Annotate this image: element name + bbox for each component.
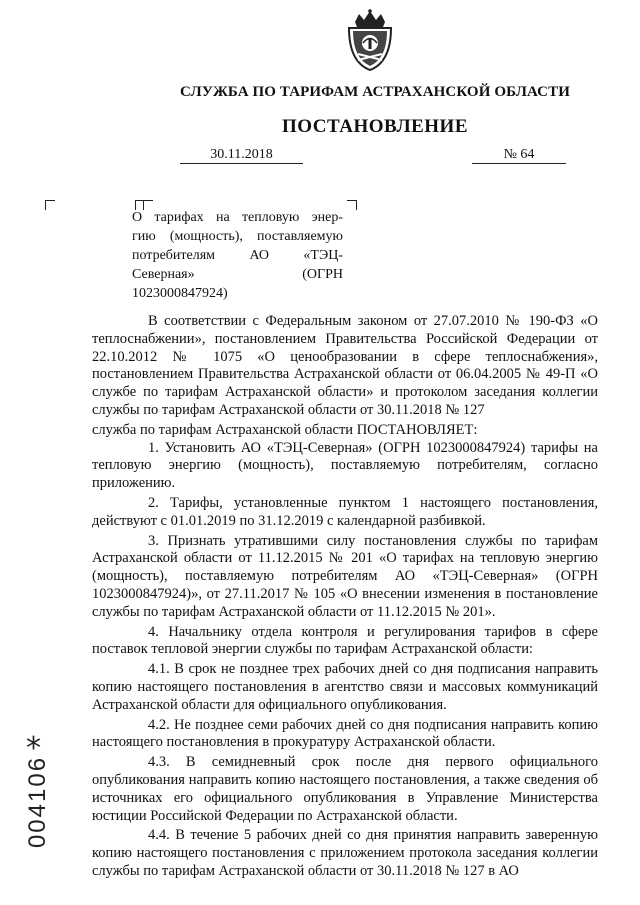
clause-4-2: 4.2. Не позднее семи рабочих дней со дня подписания направить копию настоящего постановления в прокуратуру Астраханской области. bbox=[92, 716, 598, 751]
agency-name: СЛУЖБА ПО ТАРИФАМ АСТРАХАНСКОЙ ОБЛАСТИ bbox=[180, 84, 570, 100]
document-number: № 64 bbox=[472, 147, 566, 164]
coat-of-arms-icon bbox=[343, 8, 397, 74]
clause-4-4: 4.4. В течение 5 рабочих дней со дня принятия направить заверенную копию настоящего постановления с приложением протокола заседания коллегии службы по тарифам Астраханской области от 30.11.2018 № 127 в АО bbox=[92, 827, 598, 879]
corner-mark bbox=[347, 200, 357, 210]
document-date: 30.11.2018 bbox=[180, 147, 303, 164]
clause-3: 3. Признать утратившими силу постановления службы по тарифам Астраханской области от 11.12.2015 № 201 «О тарифах на тепловую энергию (мощность), поставляемую потребителям АО «ТЭЦ-Северная» (ОГРН 1023000847924)», от 27.11.2017 № 105 «О внесении изменения в постановление службы по тарифам Астраханской области от 11.12.2015 № 201». bbox=[92, 532, 598, 620]
preamble-paragraph: В соответствии с Федеральным законом от 27.07.2010 № 190-ФЗ «О теплоснабжении», постановлением Правительства Российской Федерации от 22.10.2012 № 1075 «О ценообразовании в сфере теплоснабжения», постановлением Правительства Астраханской области от 06.04.2005 № 49-П «О службе по тарифам Астраханской области» и протоколом заседания коллегии службы по тарифам Астраханской области от 30.11.2018 № 127 bbox=[92, 313, 598, 418]
document-body bbox=[92, 313, 598, 883]
clause-4-1: 4.1. В срок не позднее трех рабочих дней со дня подписания направить копию настоящего постановления в агентство связи и массовых коммуникаций Астраханской области для официального опубликования. bbox=[92, 661, 598, 713]
subject-line: Северная» (ОГРН bbox=[132, 267, 343, 282]
stamp-asterisk: * bbox=[26, 731, 41, 766]
registration-stamp-number: 004106 bbox=[24, 755, 51, 849]
document-subject bbox=[132, 208, 343, 303]
clause-4: 4. Начальнику отдела контроля и регулирования тарифов в сфере поставок тепловой энергии службы по тарифам Астраханской области: bbox=[92, 623, 598, 658]
corner-mark bbox=[45, 200, 55, 210]
subject-line: потребителям АО «ТЭЦ- bbox=[132, 248, 343, 263]
document-type: ПОСТАНОВЛЕНИЕ bbox=[281, 116, 469, 137]
subject-line: гию (мощность), поставляемую bbox=[132, 229, 343, 244]
subject-line: 1023000847924) bbox=[132, 286, 228, 301]
subject-line: О тарифах на тепловую энер- bbox=[132, 210, 343, 225]
resolution-line: служба по тарифам Астраханской области ПОСТАНОВЛЯЕТ: bbox=[92, 421, 478, 438]
clause-2: 2. Тарифы, установленные пунктом 1 настоящего постановления, действуют с 01.01.2019 по 31.12.2019 с календарной разбивкой. bbox=[92, 494, 598, 529]
clause-1: 1. Установить АО «ТЭЦ-Северная» (ОГРН 1023000847924) тарифы на тепловую энергию (мощность), поставляемую потребителям, согласно приложению. bbox=[92, 439, 598, 492]
clause-4-3: 4.3. В семидневный срок после дня первого официального опубликования направить копию настоящего постановления, а также сведения об источниках его официального опубликования в Управление Министерства юстиции Российской Федерации по Астраханской области. bbox=[92, 754, 598, 824]
